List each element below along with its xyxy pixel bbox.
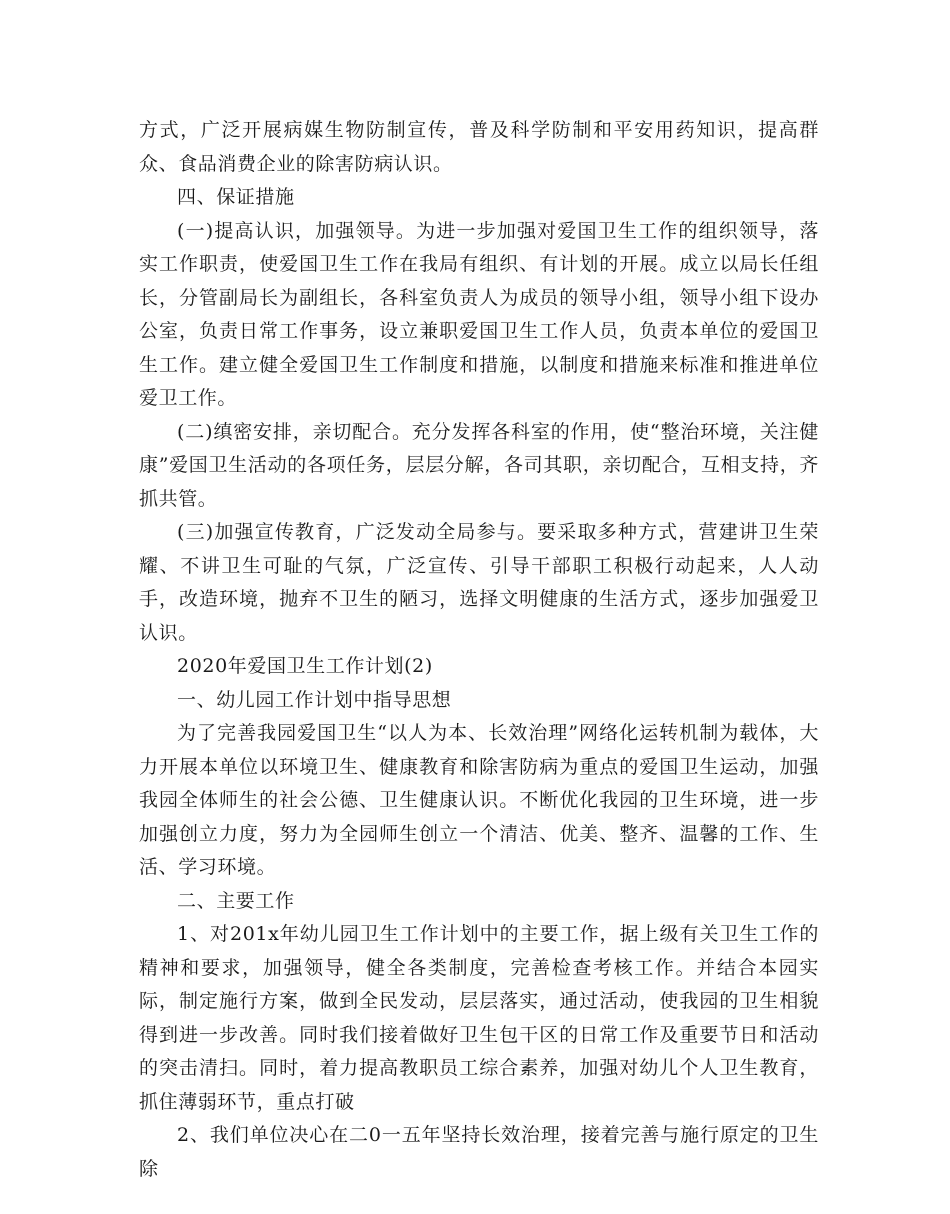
paragraph-main-work-1: 1、对201x年幼儿园卫生工作计划中的主要工作，据上级有关卫生工作的精神和要求，加强领导，健全各类制度，完善检查考核工作。并结合本园实际，制定施行方案，做到全民发动，层层落实，通过活动，使我园的卫生相貌得到进一步改善。同时我们接着做好卫生包干区的日常工作及重要节日和活动的突击清扫。同时，着力提高教职员工综合素养，加强对幼儿个人卫生教育，抓住薄弱环节，重点打破 (139, 923, 819, 1113)
paragraph-measure-2: (二)缜密安排，亲切配合。充分发挥各科室的作用，使“整治环境，关注健康”爱国卫生活动的各项任务，层层分解，各司其职，亲切配合，互相支持，齐抓共管。 (139, 420, 819, 510)
paragraph-measure-1: (一)提高认识，加强领导。为进一步加强对爱国卫生工作的组织领导，落实工作职责，使爱国卫生工作在我局有组织、有计划的开展。成立以局长任组长，分管副局长为副组长，各科室负责人为成员的领导小组，领导小组下设办公室，负责日常工作事务，设立兼职爱国卫生工作人员，负责本单位的爱国卫生工作。建立健全爱国卫生工作制度和措施，以制度和措施来标准和推进单位爱卫工作。 (139, 219, 819, 409)
paragraph-continuation: 方式，广泛开展病媒生物防制宣传，普及科学防制和平安用药知识，提高群众、食品消费企业的除害防病认识。 (139, 119, 819, 175)
paragraph-main-work-2: 2、我们单位决心在二0一五年坚持长效治理，接着完善与施行原定的卫生除 (139, 1124, 819, 1180)
plan-title: 2020年爱国卫生工作计划(2) (177, 655, 433, 677)
paragraph-measure-3: (三)加强宣传教育，广泛发动全局参与。要采取多种方式，营建讲卫生荣耀、不讲卫生可耻的气氛，广泛宣传、引导干部职工积极行动起来，人人动手，改造环境，抛弃不卫生的陋习，选择文明健康的生活方式，逐步加强爱卫认识。 (139, 521, 819, 644)
document-body (139, 114, 819, 1186)
section-heading-main-work: 二、主要工作 (177, 889, 295, 912)
paragraph-guiding-ideology: 为了完善我园爱国卫生“以人为本、长效治理”网络化运转机制为载体，大力开展本单位以环境卫生、健康教育和除害防病为重点的爱国卫生运动，加强我园全体师生的社会公德、卫生健康认识。不断优化我园的卫生环境，进一步加强创立力度，努力为全园师生创立一个清洁、优美、整齐、温馨的工作、生活、学习环境。 (139, 722, 819, 878)
section-heading-guarantee-measures: 四、保证措施 (177, 186, 295, 208)
section-heading-guiding-ideology: 一、幼儿园工作计划中指导思想 (177, 688, 452, 711)
